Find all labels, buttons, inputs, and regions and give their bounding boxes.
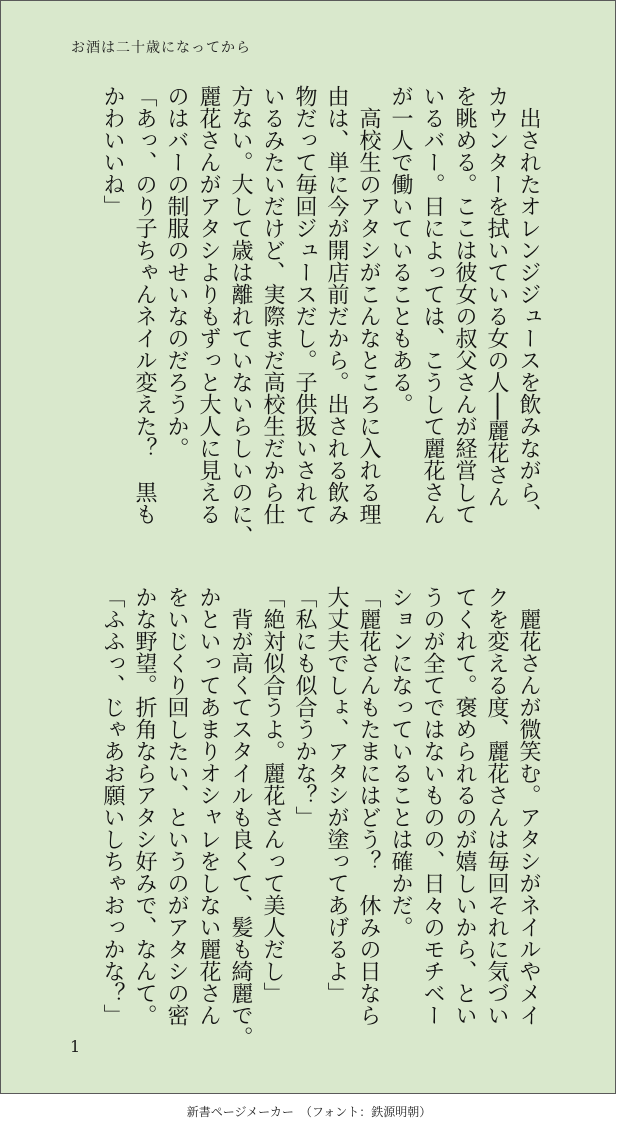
text-line: を眺める。ここは彼女の叔父さんが経営して (452, 85, 477, 525)
text-line: いるみたいだけど、実際まだ高校生だから仕 (260, 85, 285, 525)
text-line: 物だって毎回ジュースだし。子供扱いされて (292, 85, 317, 525)
text-line: のはバーの制服のせいなのだろうか。 (164, 85, 189, 459)
text-line: 大丈夫でしょ、アタシが塗ってあげるよ」 (324, 586, 349, 1004)
text-line: かな野望。折角ならアタシ好みで、なんて。 (132, 586, 157, 1026)
text-line: クを変える度、麗花さんは毎回それに気づい (484, 586, 509, 1026)
text-column-top (66, 85, 544, 547)
text-line: 「あっ、のり子ちゃんネイル変えた？ 黒も (132, 85, 157, 525)
text-line: 方ない。大して歳は離れていないらしいのに、 (228, 85, 253, 547)
text-line: 出されたオレンジジュースを飲みながら、 (516, 85, 541, 525)
text-column-bottom (66, 586, 544, 1048)
page-number: 1 (70, 1037, 81, 1056)
text-line: 麗花さんがアタシよりもずっと大人に見える (196, 85, 221, 525)
text-line: 「麗花さんもたまにはどう？ 休みの日なら (356, 586, 381, 1026)
text-line: うのが全てではないものの、日々のモチベー (420, 586, 445, 1026)
text-line: 麗花さんが微笑む。アタシがネイルやメイ (516, 586, 541, 1026)
text-line: をいじくり回したい、というのがアタシの密 (164, 586, 189, 1026)
text-line: カウンターを拭いている女の人──麗花さん (484, 85, 509, 508)
text-line: かといってあまりオシャレをしない麗花さん (196, 586, 221, 1026)
running-header: お酒は二十歳になってから (71, 40, 251, 56)
footer-credit: 新書ページメーカー （フォント：鉄源明朝） (186, 1105, 432, 1119)
text-line: てくれて。褒められるのが嬉しいから、とい (452, 586, 477, 1026)
text-line: 高校生のアタシがこんなところに入れる理 (356, 85, 381, 525)
text-line: いるバー。日によっては、こうして麗花さん (420, 85, 445, 525)
text-line: 「私にも似合うかな？」 (292, 586, 317, 828)
text-line: 由は、単に今が開店前だから。出される飲み (324, 85, 349, 525)
text-line: が一人で働いていることもある。 (388, 85, 413, 415)
text-line: ションになっていることは確かだ。 (388, 586, 413, 938)
text-line: 「ふふっ、じゃあお願いしちゃおっかな？」 (100, 586, 125, 1026)
text-line: 「絶対似合うよ。麗花さんって美人だし」 (260, 586, 285, 1004)
text-line: 背が高くてスタイルも良くて、髪も綺麗で。 (228, 586, 253, 1048)
text-line: かわいいね」 (100, 85, 125, 217)
